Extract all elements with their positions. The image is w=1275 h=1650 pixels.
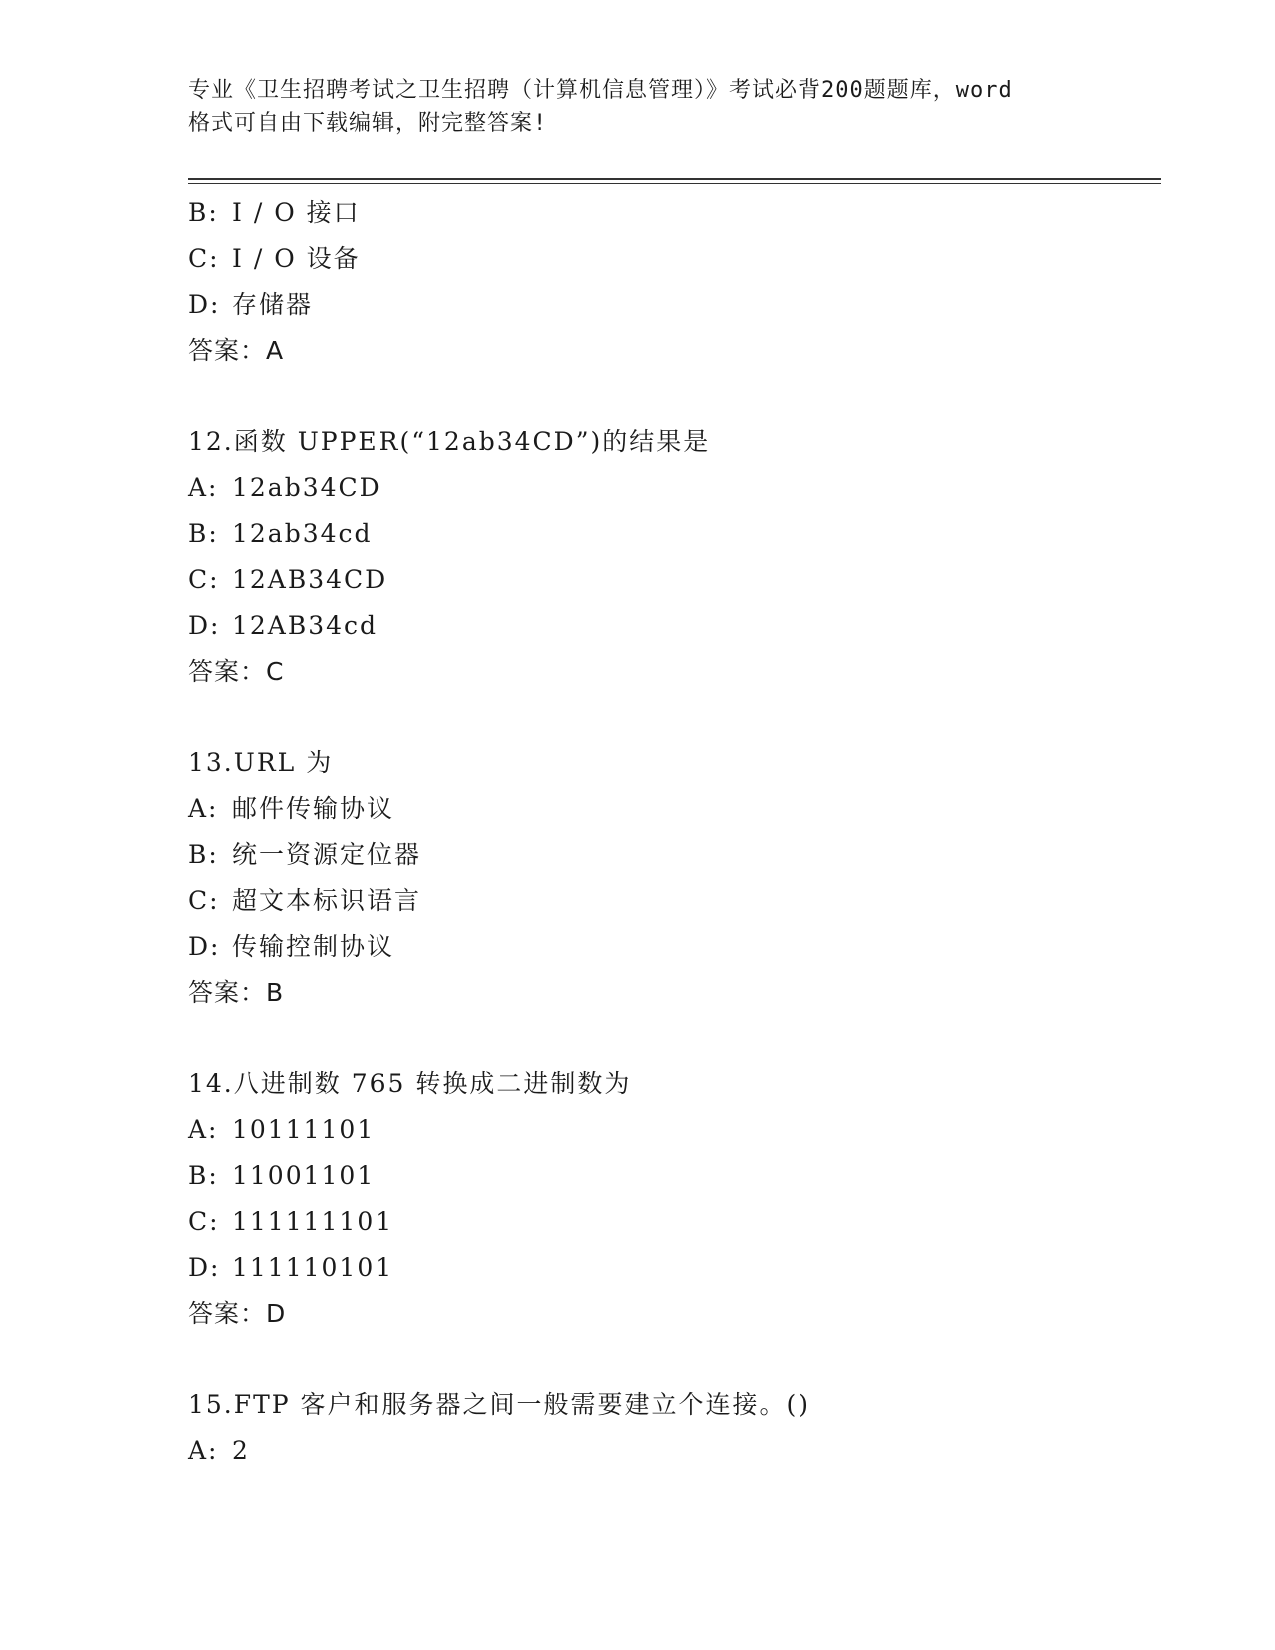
question-block xyxy=(188,1382,1158,1474)
answer-line: 答案：D xyxy=(188,1299,287,1328)
question-block xyxy=(188,1061,1158,1337)
question-text: 15.FTP 客户和服务器之间一般需要建立个连接。() xyxy=(188,1390,811,1419)
answer-line: 答案：C xyxy=(188,657,285,686)
option-c: C: 12AB34CD xyxy=(188,565,388,594)
option-d: D: 存储器 xyxy=(188,290,314,319)
option-c: C: I / O 设备 xyxy=(188,244,361,273)
answer-line: 答案：A xyxy=(188,336,285,365)
document-header xyxy=(188,74,1088,140)
option-d: D: 传输控制协议 xyxy=(188,932,395,961)
question-block xyxy=(188,419,1158,695)
question-list xyxy=(188,190,1158,1474)
option-d: D: 111110101 xyxy=(188,1253,394,1282)
question-block xyxy=(188,190,1158,374)
option-a: A: 10111101 xyxy=(188,1115,376,1144)
option-a: A: 12ab34CD xyxy=(188,473,382,502)
option-b: B: I / O 接口 xyxy=(188,198,361,227)
answer-line: 答案：B xyxy=(188,978,285,1007)
question-block xyxy=(188,740,1158,1016)
option-a: A: 2 xyxy=(188,1436,250,1465)
option-c: C: 超文本标识语言 xyxy=(188,886,422,915)
header-line-1: 专业《卫生招聘考试之卫生招聘（计算机信息管理）》考试必背200题题库，word xyxy=(188,78,1013,103)
option-a: A: 邮件传输协议 xyxy=(188,794,395,823)
option-b: B: 11001101 xyxy=(188,1161,376,1190)
header-divider xyxy=(188,178,1161,184)
option-c: C: 111111101 xyxy=(188,1207,394,1236)
option-d: D: 12AB34cd xyxy=(188,611,379,640)
header-line-2: 格式可自由下载编辑，附完整答案! xyxy=(188,111,548,136)
option-b: B: 12ab34cd xyxy=(188,519,373,548)
option-b: B: 统一资源定位器 xyxy=(188,840,422,869)
question-text: 12.函数 UPPER(“12ab34CD”)的结果是 xyxy=(188,427,711,456)
question-text: 13.URL 为 xyxy=(188,748,334,777)
question-text: 14.八进制数 765 转换成二进制数为 xyxy=(188,1069,632,1098)
